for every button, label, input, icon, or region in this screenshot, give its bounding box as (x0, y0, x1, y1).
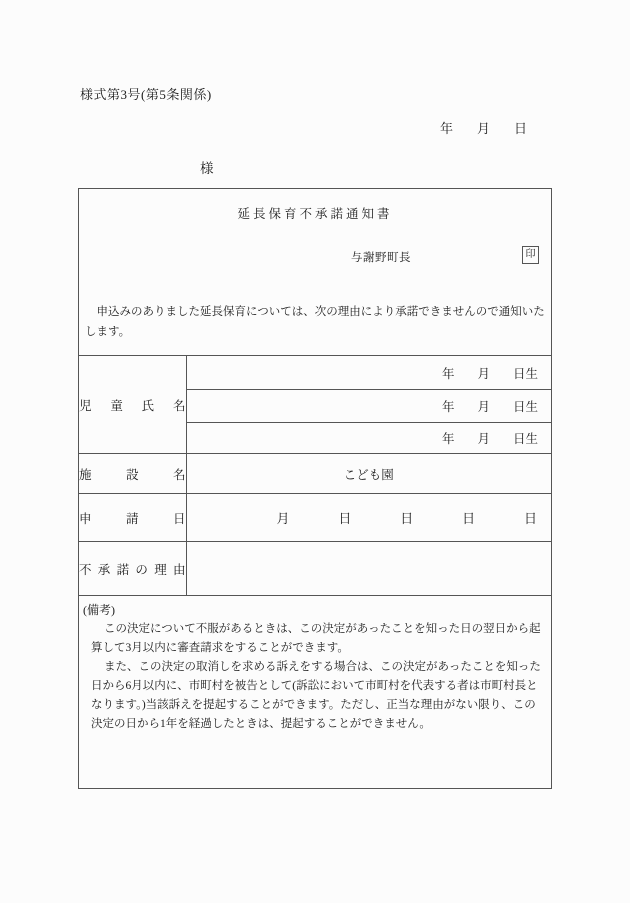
birth-month-label: 月 (477, 400, 490, 414)
birth-month-label: 月 (477, 366, 490, 381)
application-date-label: 申請日 (79, 494, 186, 542)
addressee-suffix: 様 (200, 161, 214, 176)
detail-table (79, 355, 551, 596)
application-day-label: 日 (400, 511, 414, 526)
application-month-label: 月 (276, 511, 290, 526)
form-number: 様式第3号(第5条関係) (80, 87, 212, 102)
refusal-reason-label: 不承諾の理由 (79, 542, 186, 596)
birth-year-label: 年 (441, 400, 455, 414)
birth-month-label: 月 (477, 432, 490, 446)
remarks-heading: (備考) (83, 603, 115, 617)
child-birthdate-cell-2 (186, 390, 551, 423)
notice-body: 申込みのありました延長保育については、次の理由により承諾できませんので通知いたします。 (85, 306, 545, 338)
birth-day-label: 日生 (512, 366, 538, 381)
table-row (79, 494, 551, 542)
notice-box (78, 188, 552, 789)
facility-name-value: こども園 (186, 454, 551, 494)
remarks-paragraph: この決定について不服があるときは、この決定があったことを知った日の翌日から起算して3月以内に審査請求をすることができます。 (91, 623, 541, 654)
birth-year-label: 年 (441, 366, 455, 381)
application-day-label: 日 (523, 511, 537, 526)
table-row (79, 454, 551, 494)
issue-date-day-label: 日 (513, 121, 527, 136)
issue-date-month-label: 月 (476, 121, 490, 136)
remarks-section (83, 601, 545, 734)
child-birthdate-cell-1 (186, 356, 551, 390)
facility-name-label: 施設名 (79, 454, 186, 494)
application-day-label: 日 (338, 511, 352, 526)
refusal-reason-value (186, 542, 551, 596)
table-row (79, 356, 551, 390)
birth-day-label: 日生 (512, 400, 538, 414)
table-row (79, 542, 551, 596)
seal-mark: 印 (522, 246, 539, 264)
issue-date-line (0, 118, 630, 137)
birth-year-label: 年 (441, 432, 455, 446)
notice-title: 延長保育不承諾通知書 (237, 207, 393, 221)
issuer-name: 与謝野町長 (351, 252, 411, 264)
application-date-cell (186, 494, 551, 542)
remarks-paragraph: また、この決定の取消しを求める訴えをする場合は、この決定があったことを知った日から6月以内に、市町村を被告として(訴訟において市町村を代表する者は市町村長となります。)当該訴えを提起することができます。ただし、正当な理由がない限り、この決定の日から1年を経過したときは、提起することができません。 (91, 661, 541, 730)
child-birthdate-cell-3 (186, 423, 551, 454)
birth-day-label: 日生 (512, 432, 538, 446)
application-day-label: 日 (462, 511, 476, 526)
issue-date-year-label: 年 (439, 121, 453, 136)
child-name-label: 児童氏名 (79, 356, 186, 454)
